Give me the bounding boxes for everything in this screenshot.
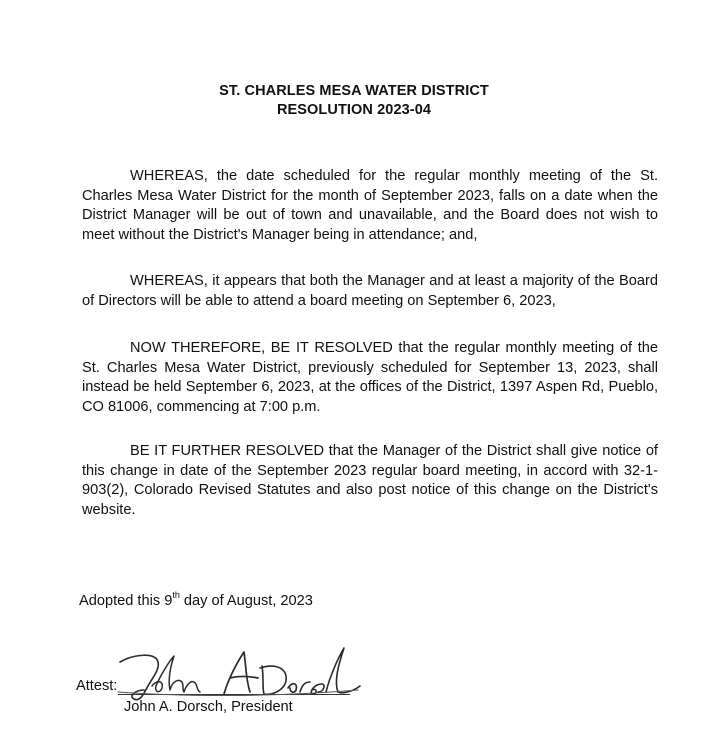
further-resolved-paragraph: BE IT FURTHER RESOLVED that the Manager of the District shall give notice of this change in date of the September 2023 regular board meeting, in accord with 32-1-903(2), Colorado Revised Statutes and also post notice of this change on the District's website. [82,443,658,518]
resolution-title: RESOLUTION 2023-04 [276,102,432,118]
signature-text: John A. Dorsch [112,636,119,637]
resolved-paragraph: NOW THEREFORE, BE IT RESOLVED that the regular monthly meeting of the St. Charles Mesa Water District, previously scheduled for September 13, 2023, shall instead be held September 6, 2023, at the offices of the District, 1397 Aspen Rd, Pueblo, CO 81006, commencing at 7:00 p.m. [82,340,658,415]
whereas-paragraph-2: WHEREAS, it appears that both the Manager and at least a majority of the Board of Directors will be able to attend a board meeting on September 6, 2023, [82,273,658,309]
adopted-suffix: day of August, 2023 [179,593,313,609]
adopted-ordinal-suffix: th [172,590,180,601]
attest-label: Attest: [76,678,118,694]
adopted-date-line [79,592,313,611]
adopted-prefix: Adopted this 9 [79,593,173,609]
whereas-paragraph-1: WHEREAS, the date scheduled for the regular monthly meeting of the St. Charles Mesa Water District for the month of September 2023, falls on a date when the District Manager will be out of town and unavailable, and the Board does not wish to meet without the District's Manager being in attendance; and, [82,168,658,243]
district-title: ST. CHARLES MESA WATER DISTRICT [219,83,489,99]
signer-name-title: John A. Dorsch, President [124,699,293,715]
